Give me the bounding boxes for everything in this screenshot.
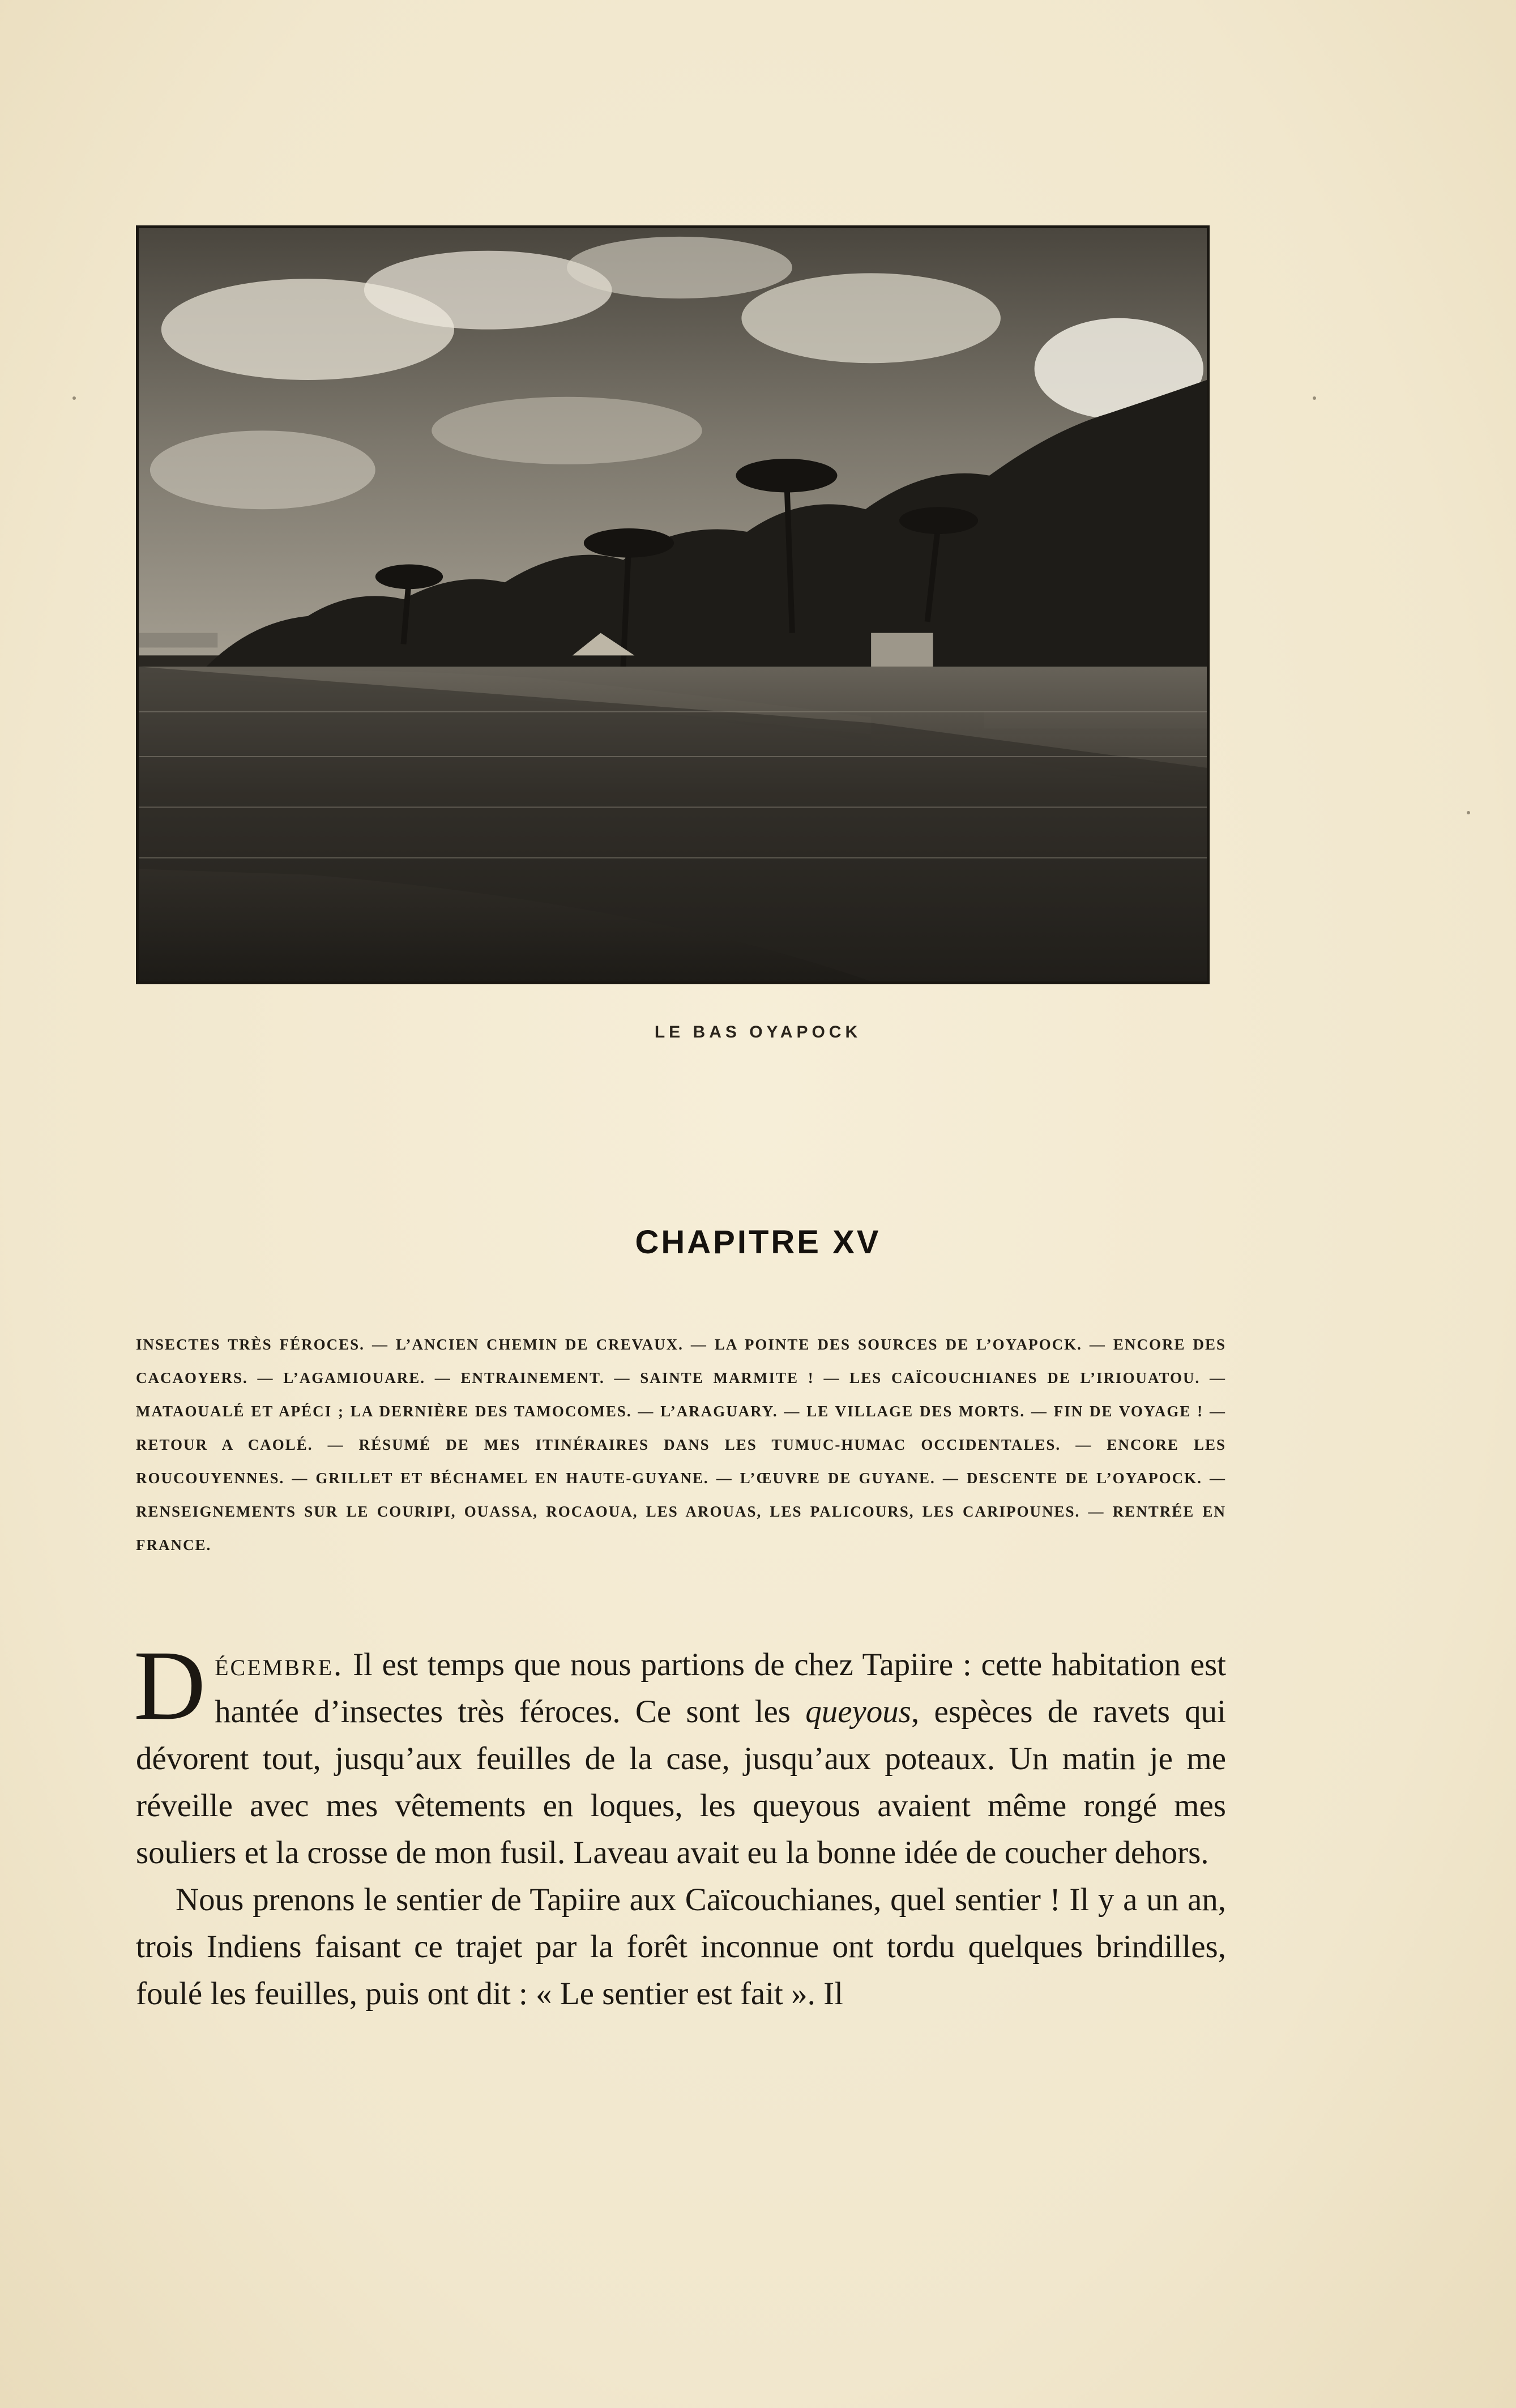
paragraph-1-text-b: , espèces de ravets qui dévorent tout, jusqu’aux feuilles de la case, jusqu’aux poteaux. Un matin je me réveille avec mes vêtements en loques, les queyous avaient même rongé mes souliers et la crosse de mon fusil. Laveau avait eu la bonne idée de coucher dehors.	[136, 1694, 1226, 1871]
body-text	[134, 1630, 1226, 2017]
lead-word: écembre.	[215, 1647, 344, 1683]
italic-term: queyous	[805, 1694, 911, 1730]
river-landscape-image	[139, 228, 1207, 981]
paragraph-2: Nous prenons le sentier de Tapiire aux Caïcouchianes, quel sentier ! Il y a un an, trois Indiens faisant ce trajet par la forêt inconnue ont tordu quelques brindilles, foulé les feuilles, puis ont dit : « Le sentier est fait ». Il	[136, 1882, 1226, 2012]
page-speck	[1467, 811, 1470, 814]
figure-caption: LE BAS OYAPOCK	[654, 1023, 862, 1041]
paragraph-1	[134, 1630, 1226, 1876]
chapter-summary: INSECTES TRÈS FÉROCES. — L’ANCIEN CHEMIN DE CREVAUX. — LA POINTE DES SOURCES DE L’OYAPOCK. — ENCORE DES CACAOYERS. — L’AGAMIOUARE. — ENTRAINEMENT. — SAINTE MARMITE ! — LES CAÏCOUCHIANES DE L’IRIOUATOU. — MATAOUALÉ ET APÉCI ; LA DERNIÈRE DES TAMOCOMES. — L’ARAGUARY. — LE VILLAGE DES MORTS. — FIN DE VOYAGE ! — RETOUR A CAOLÉ. — RÉSUMÉ DE MES ITINÉRAIRES DANS LES TUMUC-HUMAC OCCIDENTALES. — ENCORE LES ROUCOUYENNES. — GRILLET ET BÉCHAMEL EN HAUTE-GUYANE. — L’ŒUVRE DE GUYANE. — DESCENTE DE L’OYAPOCK. — RENSEIGNEMENTS SUR LE COURIPI, OUASSA, ROCAOUA, LES AROUAS, LES PALICOURS, LES CARIPOUNES. — RENTRÉE EN FRANCE.	[136, 1336, 1226, 1553]
chapter-title: CHAPITRE XV	[635, 1224, 881, 1261]
engraving-illustration	[136, 225, 1210, 984]
paragraph-1-text-a: Il est temps que nous partions de chez Tapiire : cette habitation est hantée d’insectes très féroces. Ce sont les	[215, 1647, 1226, 1730]
page-speck	[72, 396, 76, 400]
drop-cap: D	[134, 1630, 206, 1741]
page-speck	[1313, 396, 1316, 400]
